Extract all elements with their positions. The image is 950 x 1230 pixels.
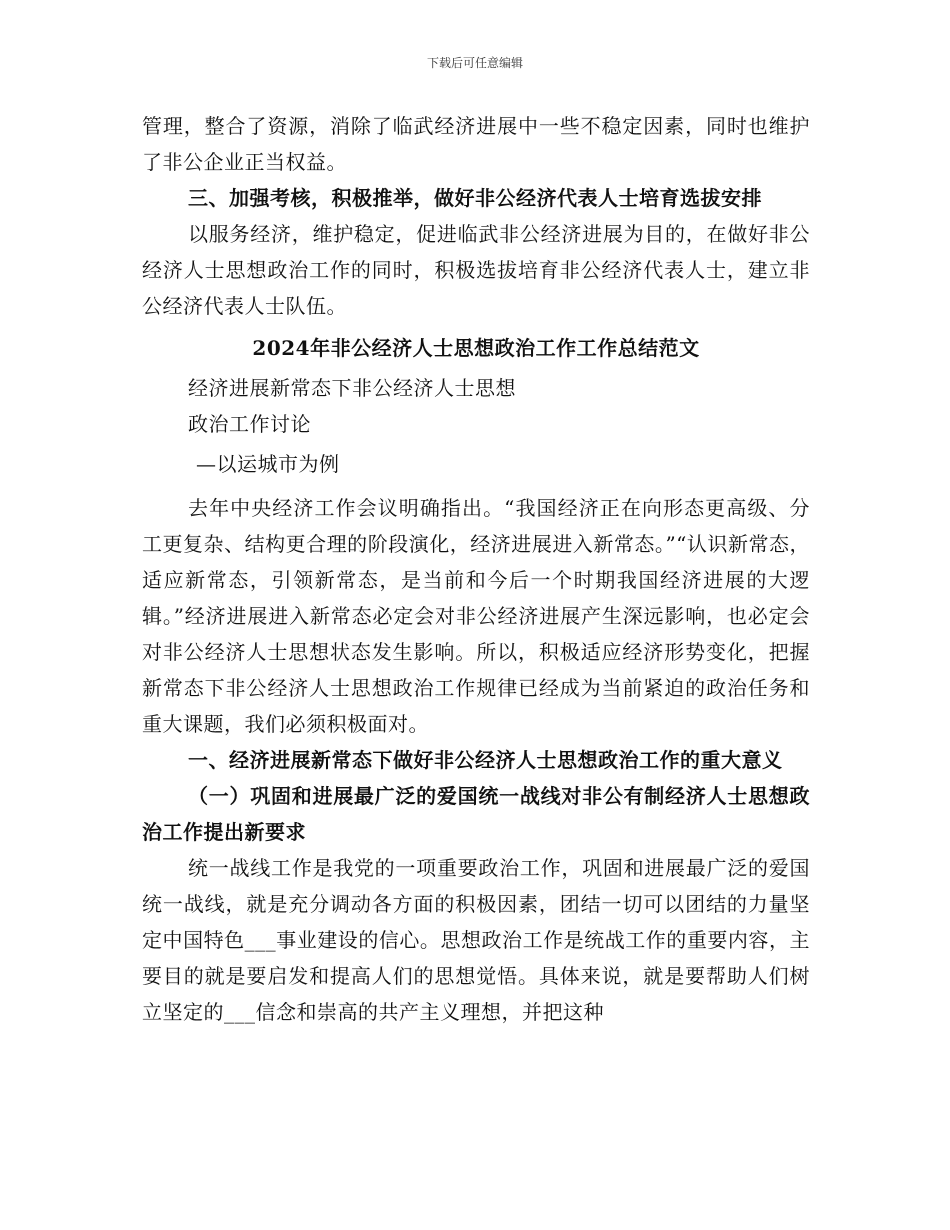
page-header: 下载后可任意编辑 bbox=[426, 56, 523, 70]
subtitle-line-2: 政治工作讨论 bbox=[188, 412, 311, 436]
subtitle-example: —以运城市为例 bbox=[196, 452, 340, 476]
paragraph-united-front: 统一战线工作是我党的一项重要政治工作，巩固和进展最广泛的爱国统一战线，就是充分调动各方面的积极因素，团结一切可以团结的力量坚定中国特色___事业建设的信心。思想政治工作是统战工作的重要内容，主要目的就是要启发和提高人们的思想觉悟。具体来说，就是要帮助人们树立坚定的___信念和崇高的共产主义理想，并把这种 bbox=[142, 856, 810, 1024]
paragraph-new-normal: 去年中央经济工作会议明确指出。“我国经济正在向形态更高级、分工更复杂、结构更合理的阶段演化，经济进展进入新常态。”“认识新常态，适应新常态，引领新常态，是当前和今后一个时期我国经济进展的大逻辑。”经济进展进入新常态必定会对非公经济进展产生深远影响，也必定会对非公经济人士思想状态发生影响。所以，积极适应经济形势变化，把握新常态下非公经济人士思想政治工作规律已经成为当前紧迫的政治任务和重大课题，我们必须积极面对。 bbox=[142, 496, 810, 736]
section-heading-3: 三、加强考核，积极推举，做好非公经济代表人士培育选拔安排 bbox=[188, 186, 762, 210]
subsection-heading-1-1: （一）巩固和进展最广泛的爱国统一战线对非公有制经济人士思想政治工作提出新要求 bbox=[142, 784, 810, 844]
paragraph-service-economy: 以服务经济，维护稳定，促进临武非公经济进展为目的，在做好非公经济人士思想政治工作的同时，积极选拔培育非公经济代表人士，建立非公经济代表人士队伍。 bbox=[142, 222, 810, 318]
document-title: 2024年非公经济人士思想政治工作工作总结范文 bbox=[252, 336, 700, 360]
document-body bbox=[142, 108, 810, 1030]
section-heading-1: 一、经济进展新常态下做好非公经济人士思想政治工作的重大意义 bbox=[188, 748, 783, 772]
subtitle-line-1: 经济进展新常态下非公经济人士思想 bbox=[188, 376, 516, 400]
paragraph-continuation: 管理，整合了资源，消除了临武经济进展中一些不稳定因素，同时也维护了非公企业正当权益。 bbox=[142, 114, 810, 174]
